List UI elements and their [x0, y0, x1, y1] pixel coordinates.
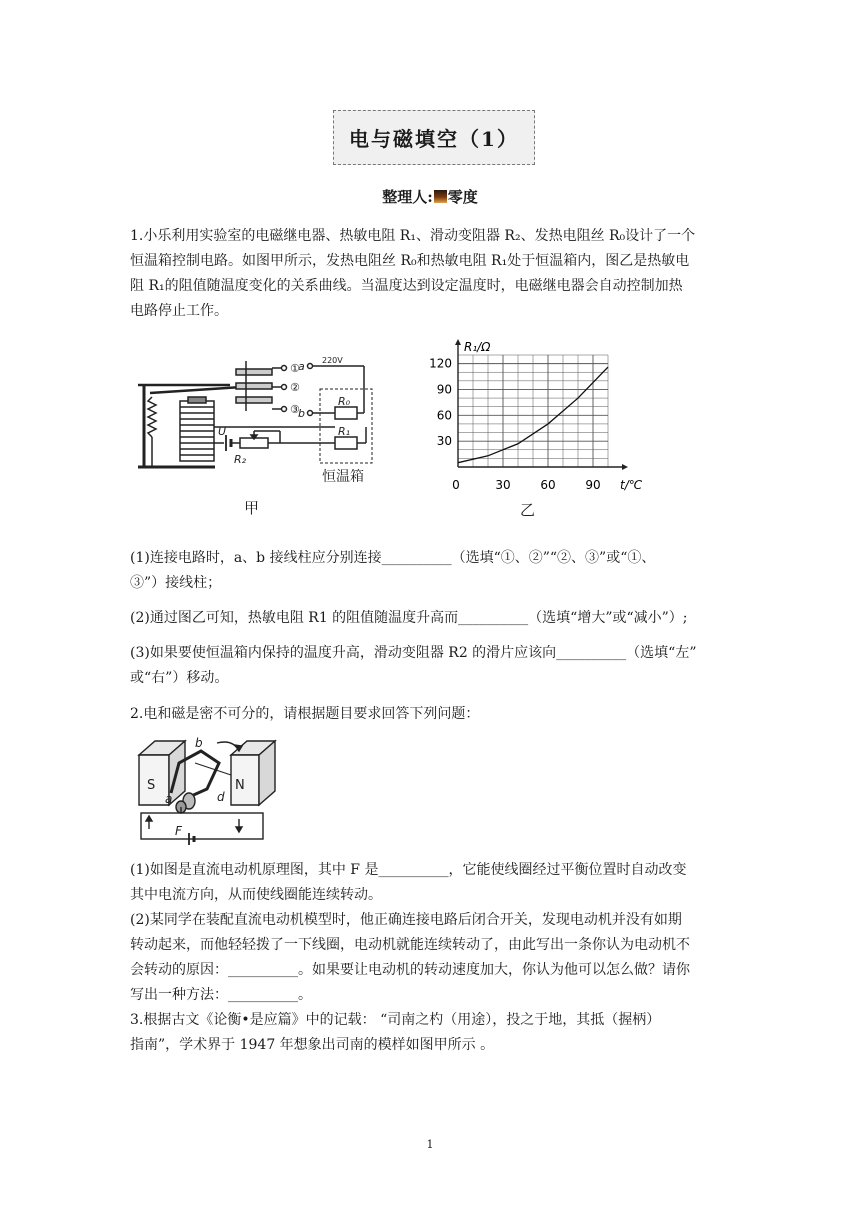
coil-a-label: a	[165, 792, 173, 806]
chart-x-axis-label: t/℃	[620, 478, 643, 492]
q1-intro-line: 恒温箱控制电路。如图甲所示，发热电阻丝 R₀和热敏电阻 R₁处于恒温箱内，图乙是热敏电	[130, 253, 690, 269]
thermostat-box-label: 恒温箱	[322, 469, 364, 485]
q1-sub3-line: 或“右”）移动。	[130, 670, 229, 686]
q2-sub1-line: (1)如图是直流电动机原理图，其中 F 是__________，它能使线圈经过平衡位置时自动改变	[130, 862, 687, 878]
magnet-s-label: S	[147, 778, 156, 793]
terminal-3-label: ③	[290, 403, 300, 416]
chart-y-tick-label: 60	[436, 408, 452, 423]
q1-sub3-line: (3)如果要使恒温箱内保持的温度升高，滑动变阻器 R2 的滑片应该向__________（选填“左”	[130, 645, 697, 661]
page-number: 1	[426, 1138, 434, 1151]
chart-origin-label: 0	[452, 478, 460, 492]
q3-line: 指南”，学术界于 1947 年想象出司南的模样如图甲所示 。	[130, 1037, 495, 1053]
q1-sub2	[130, 606, 740, 631]
coil-b-label: b	[195, 736, 203, 750]
chart-y-tick-label: 30	[436, 434, 452, 449]
author-avatar-icon	[434, 190, 447, 203]
figure-jia-caption: 甲	[244, 499, 260, 517]
page-title: 电与磁填空（1）	[349, 127, 519, 151]
q1-intro-line: 1.小乐利用实验室的电磁继电器、热敏电阻 R₁、滑动变阻器 R₂、发热电阻丝 R₀设计了一个	[130, 228, 696, 244]
author-name: 零度	[447, 188, 478, 206]
q2-sub2-line: 会转动的原因：__________。如果要让电动机的转动速度加大，你认为他可以怎么做？请你	[130, 962, 690, 978]
q2-sub1	[130, 858, 740, 908]
q2-intro: 2.电和磁是密不可分的，请根据题目要求回答下列问题：	[130, 706, 480, 722]
r0-label: R₀	[338, 395, 351, 408]
q3	[130, 1008, 740, 1058]
terminal-1-label: ①	[290, 362, 300, 375]
chart-x-tick-label: 90	[585, 478, 601, 492]
terminal-2-label: ②	[290, 381, 300, 394]
chart-y-axis-arrow	[455, 339, 461, 345]
author-line	[0, 186, 860, 207]
q2-sub2-line: (2)某同学在装配直流电动机模型时，他正确连接电路后闭合开关，发现电动机并没有如期	[130, 912, 682, 928]
q1-intro	[130, 224, 740, 324]
q1-sub1	[130, 546, 740, 596]
magnet-n-label: N	[235, 778, 245, 793]
q1-intro-line: 电路停止工作。	[130, 303, 228, 319]
chart-x-axis-arrow	[622, 464, 628, 470]
q1-intro-line: 阻 R₁的阻值随温度变化的关系曲线。当温度达到设定温度时，电磁继电器会自动控制加热	[130, 278, 683, 294]
q1-sub2-line: (2)通过图乙可知，热敏电阻 R1 的阻值随温度升高而__________（选填“增大”或“减小”）;	[130, 610, 688, 626]
title-box	[333, 110, 535, 165]
coil-d-label: d	[217, 790, 225, 804]
figure-yi-chart	[420, 335, 650, 500]
q1-sub1-line: ③”）接线柱；	[130, 575, 222, 591]
r1-label: R₁	[338, 425, 351, 438]
chart-y-tick-label: 90	[436, 382, 452, 397]
chart-y-tick-label: 120	[429, 356, 452, 371]
r2-label: R₂	[234, 453, 247, 466]
q3-line: 3.根据古文《论衡•是应篇》中的记载： “司南之杓（用途），投之于地，其抵（握柄）	[130, 1012, 661, 1028]
q2-sub2	[130, 908, 740, 1008]
u-label: U	[218, 425, 227, 438]
figure-yi-caption: 乙	[520, 501, 536, 519]
commutator-f-label: F	[175, 824, 182, 838]
q2-sub2-line: 写出一种方法：__________。	[130, 987, 312, 1003]
voltage-label: 220V	[322, 356, 343, 365]
terminal-a-label: a	[298, 360, 305, 373]
q1-sub3	[130, 641, 740, 691]
terminal-b-label: b	[298, 407, 305, 420]
figure-motor	[135, 733, 285, 853]
chart-x-tick-label: 60	[540, 478, 556, 492]
q2-sub2-line: 转动起来，而他轻轻拨了一下线圈，电动机就能连续转动了，由此写出一条你认为电动机不	[130, 937, 690, 953]
author-prefix: 整理人:	[382, 188, 433, 206]
figure-jia-circuit	[130, 335, 380, 495]
q2-sub1-line: 其中电流方向，从而使线圈能连续转动。	[130, 887, 382, 903]
q1-sub1-line: (1)连接电路时，a、b 接线柱应分别连接__________（选填“①、②”“②、③”或“①、	[130, 550, 656, 566]
chart-x-tick-label: 30	[495, 478, 511, 492]
chart-y-axis-label: R₁/Ω	[464, 340, 491, 354]
